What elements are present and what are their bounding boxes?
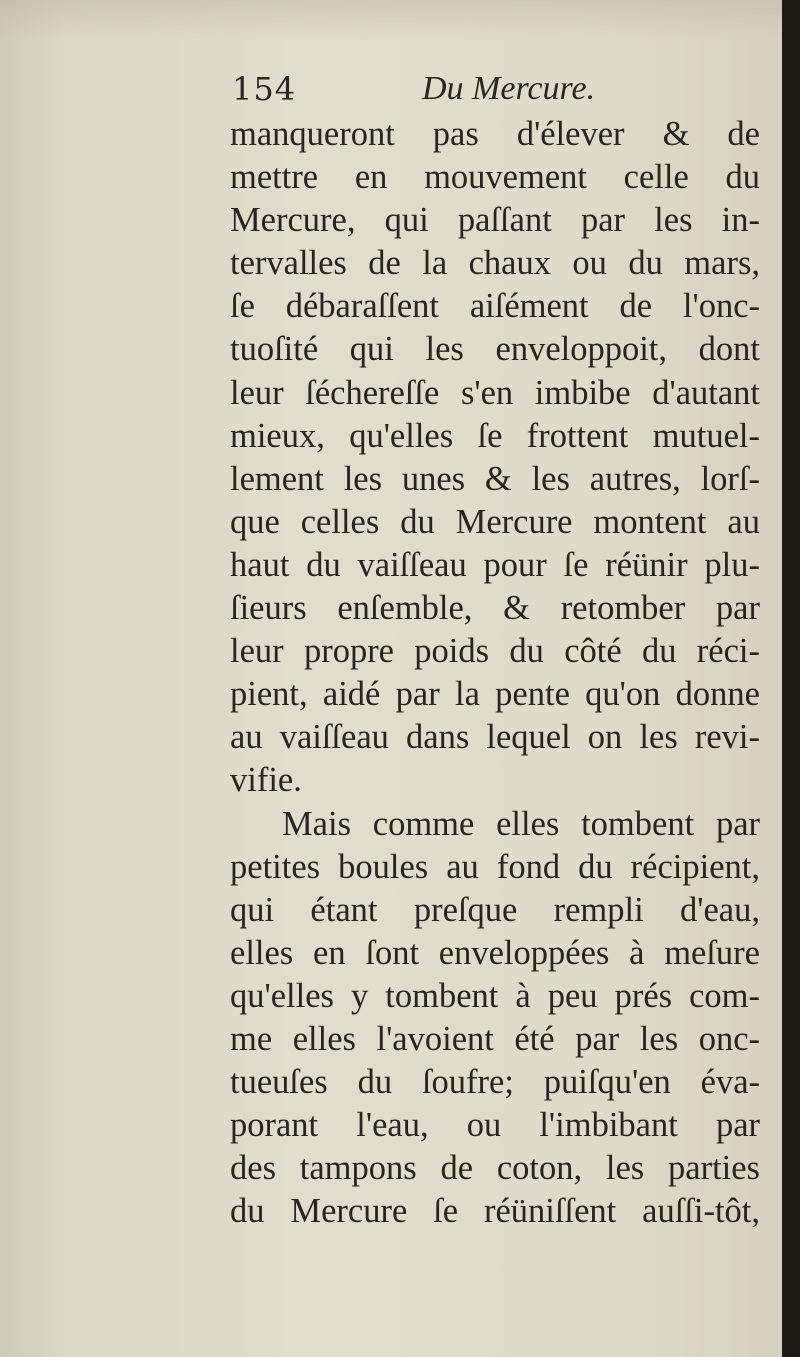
page-edge-shadow xyxy=(782,0,800,1357)
text-line: ſe débaraſſent aiſément de l'onc- xyxy=(230,287,760,326)
text-line: porant l'eau, ou l'imbibant par xyxy=(230,1106,760,1145)
text-line: leur propre poids du côté du réci- xyxy=(230,632,760,671)
text-line: Mercure, qui paſſant par les in- xyxy=(230,201,760,240)
text-line: haut du vaiſſeau pour ſe réünir plu- xyxy=(230,545,760,584)
text-line: leur ſéchereſſe s'en imbibe d'autant xyxy=(230,373,760,412)
text-line: qu'elles y tombent à peu prés com- xyxy=(230,976,760,1015)
text-line: du Mercure ſe réüniſſent auſſi-tôt, xyxy=(230,1192,760,1231)
text-line: des tampons de coton, les parties xyxy=(230,1149,760,1188)
text-line: Mais comme elles tombent par xyxy=(282,804,760,843)
text-line: elles en ſont enveloppées à meſure xyxy=(230,933,760,972)
running-title: Du Mercure. xyxy=(422,70,596,107)
text-line: au vaiſſeau dans lequel on les revi- xyxy=(230,718,760,757)
text-line: tervalles de la chaux ou du mars, xyxy=(230,244,760,283)
body-text xyxy=(230,113,760,1233)
text-line: tueuſes du ſoufre; puiſqu'en éva- xyxy=(230,1063,760,1102)
text-line: lement les unes & les autres, lorſ- xyxy=(230,459,760,498)
text-line: ſieurs enſemble, & retomber par xyxy=(230,589,760,628)
text-line: mieux, qu'elles ſe frottent mutuel- xyxy=(230,416,760,455)
text-line: me elles l'avoient été par les onc- xyxy=(230,1019,760,1058)
text-line: que celles du Mercure montent au xyxy=(230,502,760,541)
text-line: pient, aidé par la pente qu'on donne xyxy=(230,675,760,714)
text-line: mettre en mouvement celle du xyxy=(230,158,760,197)
text-line: vifie. xyxy=(230,761,302,800)
text-line: qui étant preſque rempli d'eau, xyxy=(230,890,760,929)
text-line: tuoſité qui les enveloppoit, dont xyxy=(230,330,760,369)
text-line: petites boules au fond du récipient, xyxy=(230,847,760,886)
page-number: 154 xyxy=(232,70,297,108)
text-line: manqueront pas d'élever & de xyxy=(230,115,760,153)
